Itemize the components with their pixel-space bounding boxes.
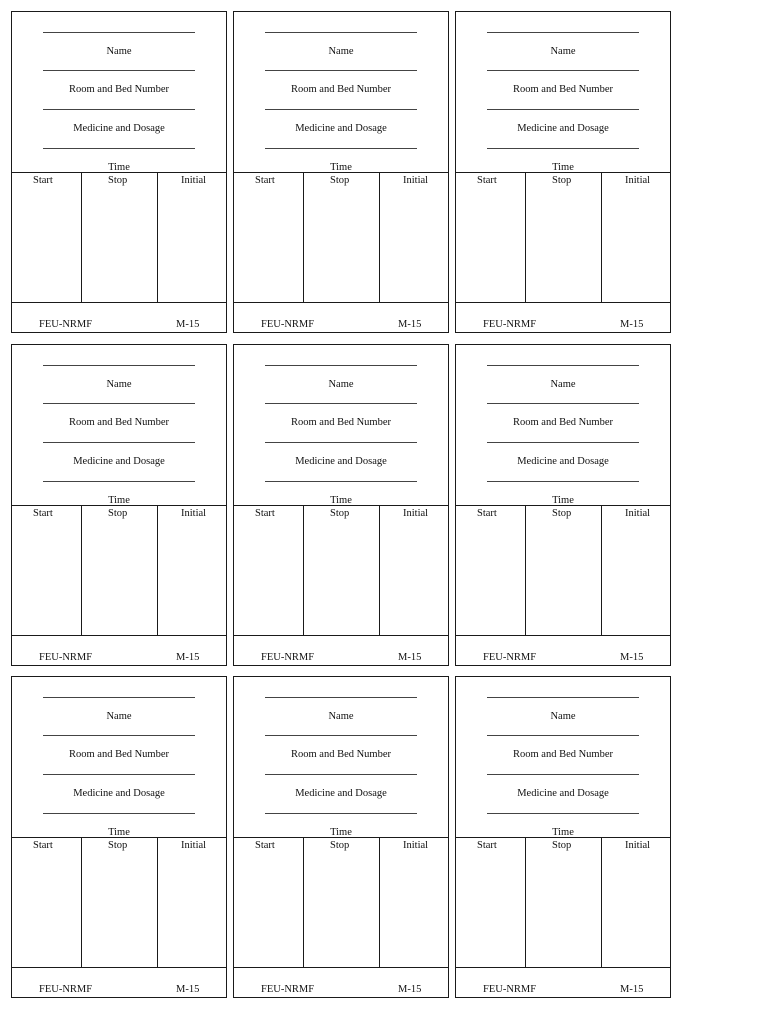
- administration-grid[interactable]: [456, 838, 670, 968]
- medicine-dosage-label: Medicine and Dosage: [295, 456, 387, 467]
- stop-column-header: Stop: [330, 508, 350, 519]
- column-divider: [81, 506, 82, 635]
- stop-column-header: Stop: [108, 508, 128, 519]
- name-write-line[interactable]: [265, 32, 417, 33]
- room-bed-number-write-line[interactable]: [487, 735, 639, 736]
- time-write-line[interactable]: [487, 813, 639, 814]
- medication-card: [11, 11, 227, 333]
- column-divider: [525, 173, 526, 302]
- initial-column-header: Initial: [403, 175, 429, 186]
- column-divider: [601, 838, 602, 967]
- administration-grid[interactable]: [456, 506, 670, 636]
- column-divider: [303, 506, 304, 635]
- name-write-line[interactable]: [487, 697, 639, 698]
- room-bed-number-label: Room and Bed Number: [290, 84, 392, 95]
- medicine-dosage-write-line[interactable]: [43, 442, 195, 443]
- room-bed-number-write-line[interactable]: [265, 70, 417, 71]
- card-fields-section: [12, 345, 226, 506]
- card-fields-section: [234, 12, 448, 173]
- medication-card: [233, 676, 449, 998]
- column-divider: [303, 173, 304, 302]
- room-bed-number-label: Room and Bed Number: [512, 749, 614, 760]
- room-bed-number-label: Room and Bed Number: [68, 749, 170, 760]
- administration-grid[interactable]: [234, 173, 448, 303]
- medication-card: [455, 11, 671, 333]
- medicine-dosage-write-line[interactable]: [43, 774, 195, 775]
- footer-institution-code: FEU-NRMF: [39, 319, 93, 330]
- name-write-line[interactable]: [265, 697, 417, 698]
- medicine-dosage-label: Medicine and Dosage: [517, 788, 609, 799]
- room-bed-number-label: Room and Bed Number: [290, 417, 392, 428]
- card-fields-section: [456, 345, 670, 506]
- footer-form-number: M-15: [620, 319, 644, 330]
- administration-grid[interactable]: [234, 506, 448, 636]
- time-label: Time: [330, 827, 352, 838]
- room-bed-number-label: Room and Bed Number: [68, 417, 170, 428]
- medicine-dosage-label: Medicine and Dosage: [295, 123, 387, 134]
- room-bed-number-write-line[interactable]: [265, 403, 417, 404]
- time-label: Time: [330, 495, 352, 506]
- time-label: Time: [108, 827, 130, 838]
- footer-form-number: M-15: [176, 652, 200, 663]
- stop-column-header: Stop: [552, 840, 572, 851]
- initial-column-header: Initial: [625, 175, 651, 186]
- card-fields-section: [456, 12, 670, 173]
- time-write-line[interactable]: [43, 813, 195, 814]
- medication-card: [11, 676, 227, 998]
- administration-grid[interactable]: [12, 838, 226, 968]
- time-label: Time: [108, 162, 130, 173]
- column-divider: [81, 838, 82, 967]
- initial-column-header: Initial: [625, 508, 651, 519]
- initial-column-header: Initial: [181, 175, 207, 186]
- medication-card: [455, 344, 671, 666]
- card-fields-section: [234, 345, 448, 506]
- column-divider: [303, 838, 304, 967]
- column-divider: [525, 506, 526, 635]
- name-label: Name: [550, 711, 576, 722]
- medicine-dosage-label: Medicine and Dosage: [295, 788, 387, 799]
- column-divider: [379, 173, 380, 302]
- time-label: Time: [552, 827, 574, 838]
- initial-column-header: Initial: [181, 840, 207, 851]
- footer-institution-code: FEU-NRMF: [483, 984, 537, 995]
- stop-column-header: Stop: [108, 840, 128, 851]
- administration-grid[interactable]: [234, 838, 448, 968]
- room-bed-number-label: Room and Bed Number: [290, 749, 392, 760]
- stop-column-header: Stop: [552, 175, 572, 186]
- stop-column-header: Stop: [552, 508, 572, 519]
- footer-form-number: M-15: [176, 984, 200, 995]
- start-column-header: Start: [33, 175, 53, 186]
- footer-form-number: M-15: [398, 652, 422, 663]
- name-write-line[interactable]: [487, 32, 639, 33]
- time-write-line[interactable]: [43, 481, 195, 482]
- time-label: Time: [552, 495, 574, 506]
- start-column-header: Start: [477, 175, 497, 186]
- room-bed-number-write-line[interactable]: [43, 735, 195, 736]
- card-fields-section: [12, 12, 226, 173]
- name-label: Name: [328, 711, 354, 722]
- time-write-line[interactable]: [43, 148, 195, 149]
- column-divider: [601, 506, 602, 635]
- medicine-dosage-write-line[interactable]: [487, 442, 639, 443]
- footer-institution-code: FEU-NRMF: [261, 652, 315, 663]
- administration-grid[interactable]: [456, 173, 670, 303]
- footer-institution-code: FEU-NRMF: [483, 652, 537, 663]
- time-write-line[interactable]: [265, 813, 417, 814]
- name-write-line[interactable]: [43, 697, 195, 698]
- medicine-dosage-label: Medicine and Dosage: [73, 123, 165, 134]
- footer-institution-code: FEU-NRMF: [483, 319, 537, 330]
- room-bed-number-label: Room and Bed Number: [68, 84, 170, 95]
- footer-form-number: M-15: [176, 319, 200, 330]
- administration-grid[interactable]: [12, 173, 226, 303]
- room-bed-number-write-line[interactable]: [43, 70, 195, 71]
- name-label: Name: [328, 46, 354, 57]
- medicine-dosage-write-line[interactable]: [43, 109, 195, 110]
- time-label: Time: [552, 162, 574, 173]
- start-column-header: Start: [33, 840, 53, 851]
- name-label: Name: [106, 379, 132, 390]
- footer-form-number: M-15: [398, 319, 422, 330]
- footer-institution-code: FEU-NRMF: [39, 984, 93, 995]
- footer-form-number: M-15: [620, 984, 644, 995]
- medication-card: [233, 11, 449, 333]
- name-write-line[interactable]: [43, 32, 195, 33]
- footer-form-number: M-15: [620, 652, 644, 663]
- name-label: Name: [550, 379, 576, 390]
- medicine-dosage-write-line[interactable]: [487, 109, 639, 110]
- stop-column-header: Stop: [330, 175, 350, 186]
- stop-column-header: Stop: [108, 175, 128, 186]
- room-bed-number-write-line[interactable]: [487, 70, 639, 71]
- time-label: Time: [330, 162, 352, 173]
- name-write-line[interactable]: [43, 365, 195, 366]
- name-label: Name: [550, 46, 576, 57]
- start-column-header: Start: [477, 840, 497, 851]
- name-label: Name: [328, 379, 354, 390]
- initial-column-header: Initial: [403, 840, 429, 851]
- column-divider: [379, 838, 380, 967]
- card-fields-section: [234, 677, 448, 838]
- medicine-dosage-write-line[interactable]: [265, 442, 417, 443]
- time-write-line[interactable]: [487, 481, 639, 482]
- footer-institution-code: FEU-NRMF: [261, 984, 315, 995]
- start-column-header: Start: [255, 175, 275, 186]
- medication-card: [455, 676, 671, 998]
- time-write-line[interactable]: [487, 148, 639, 149]
- medicine-dosage-write-line[interactable]: [487, 774, 639, 775]
- administration-grid[interactable]: [12, 506, 226, 636]
- room-bed-number-label: Room and Bed Number: [512, 417, 614, 428]
- card-fields-section: [12, 677, 226, 838]
- time-write-line[interactable]: [265, 481, 417, 482]
- name-label: Name: [106, 711, 132, 722]
- footer-form-number: M-15: [398, 984, 422, 995]
- stop-column-header: Stop: [330, 840, 350, 851]
- room-bed-number-write-line[interactable]: [487, 403, 639, 404]
- room-bed-number-write-line[interactable]: [43, 403, 195, 404]
- medicine-dosage-label: Medicine and Dosage: [73, 456, 165, 467]
- start-column-header: Start: [255, 508, 275, 519]
- initial-column-header: Initial: [403, 508, 429, 519]
- room-bed-number-write-line[interactable]: [265, 735, 417, 736]
- column-divider: [157, 173, 158, 302]
- medicine-dosage-write-line[interactable]: [265, 774, 417, 775]
- column-divider: [525, 838, 526, 967]
- time-write-line[interactable]: [265, 148, 417, 149]
- name-write-line[interactable]: [265, 365, 417, 366]
- column-divider: [81, 173, 82, 302]
- footer-institution-code: FEU-NRMF: [261, 319, 315, 330]
- medicine-dosage-label: Medicine and Dosage: [517, 456, 609, 467]
- name-write-line[interactable]: [487, 365, 639, 366]
- medication-card: [233, 344, 449, 666]
- start-column-header: Start: [477, 508, 497, 519]
- room-bed-number-label: Room and Bed Number: [512, 84, 614, 95]
- column-divider: [157, 838, 158, 967]
- start-column-header: Start: [33, 508, 53, 519]
- start-column-header: Start: [255, 840, 275, 851]
- medicine-dosage-write-line[interactable]: [265, 109, 417, 110]
- medicine-dosage-label: Medicine and Dosage: [73, 788, 165, 799]
- initial-column-header: Initial: [181, 508, 207, 519]
- column-divider: [379, 506, 380, 635]
- card-fields-section: [456, 677, 670, 838]
- column-divider: [601, 173, 602, 302]
- column-divider: [157, 506, 158, 635]
- footer-institution-code: FEU-NRMF: [39, 652, 93, 663]
- name-label: Name: [106, 46, 132, 57]
- medicine-dosage-label: Medicine and Dosage: [517, 123, 609, 134]
- medication-card: [11, 344, 227, 666]
- time-label: Time: [108, 495, 130, 506]
- initial-column-header: Initial: [625, 840, 651, 851]
